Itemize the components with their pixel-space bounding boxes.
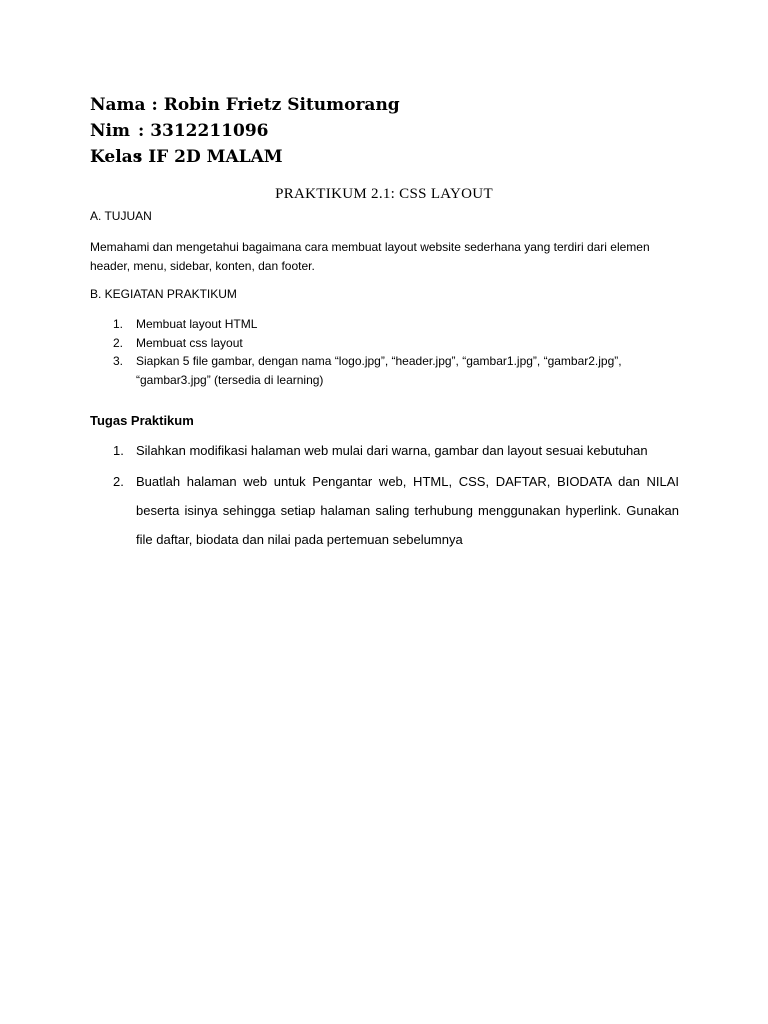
kelas-label: Kelas (90, 147, 143, 167)
nama-label: Nama : (90, 95, 158, 115)
list-item-number: 3. (113, 354, 124, 368)
nama-row (90, 92, 400, 118)
nim-value: : 3312211096 (138, 121, 269, 141)
list-item-number: 2. (113, 335, 124, 350)
section-a-heading: A. TUJUAN (90, 209, 152, 223)
kegiatan-list (113, 315, 703, 389)
list-item-text: Buatlah halaman web untuk Pengantar web, HTML, CSS, DAFTAR, BIODATA dan NILAI beserta isinya sehingga setiap halaman saling terhubung menggunakan hyperlink. Gunakan file daftar, biodata dan nilai pada pertemuan sebelumnya (136, 474, 679, 547)
nim-row (90, 118, 400, 144)
section-a-paragraph: Memahami dan mengetahui bagaimana cara membuat layout website sederhana yang terdiri dari elemen header, menu, sidebar, konten, dan footer. (90, 240, 650, 273)
list-item-number: 2. (113, 474, 124, 489)
list-item-text: Membuat css layout (136, 335, 243, 350)
list-item (113, 315, 703, 334)
list-item-text: Siapkan 5 file gambar, dengan nama “logo.jpg”, “header.jpg”, “gambar1.jpg”, “gambar2.jpg”, “gambar3.jpg” (tersedia di learning) (136, 354, 622, 387)
tugas-heading: Tugas Praktikum (90, 413, 194, 428)
page-title: PRAKTIKUM 2.1: CSS LAYOUT (275, 186, 493, 202)
section-b-heading: B. KEGIATAN PRAKTIKUM (90, 287, 237, 301)
list-item (113, 334, 703, 353)
list-item (113, 467, 679, 554)
identity-block (90, 92, 400, 170)
list-item-number: 1. (113, 443, 124, 458)
nama-value: Robin Frietz Situmorang (163, 95, 400, 115)
list-item-number: 1. (113, 317, 124, 331)
list-item-text: Silahkan modifikasi halaman web mulai dari warna, gambar dan layout sesuai kebutuhan (136, 443, 648, 458)
kelas-value: : IF 2D MALAM (136, 147, 283, 167)
list-item (113, 443, 679, 458)
nim-label: Nim (90, 121, 130, 141)
list-item-text: Membuat layout HTML (136, 317, 258, 331)
tugas-list (113, 443, 679, 554)
kelas-row (90, 144, 400, 170)
list-item (113, 352, 703, 389)
